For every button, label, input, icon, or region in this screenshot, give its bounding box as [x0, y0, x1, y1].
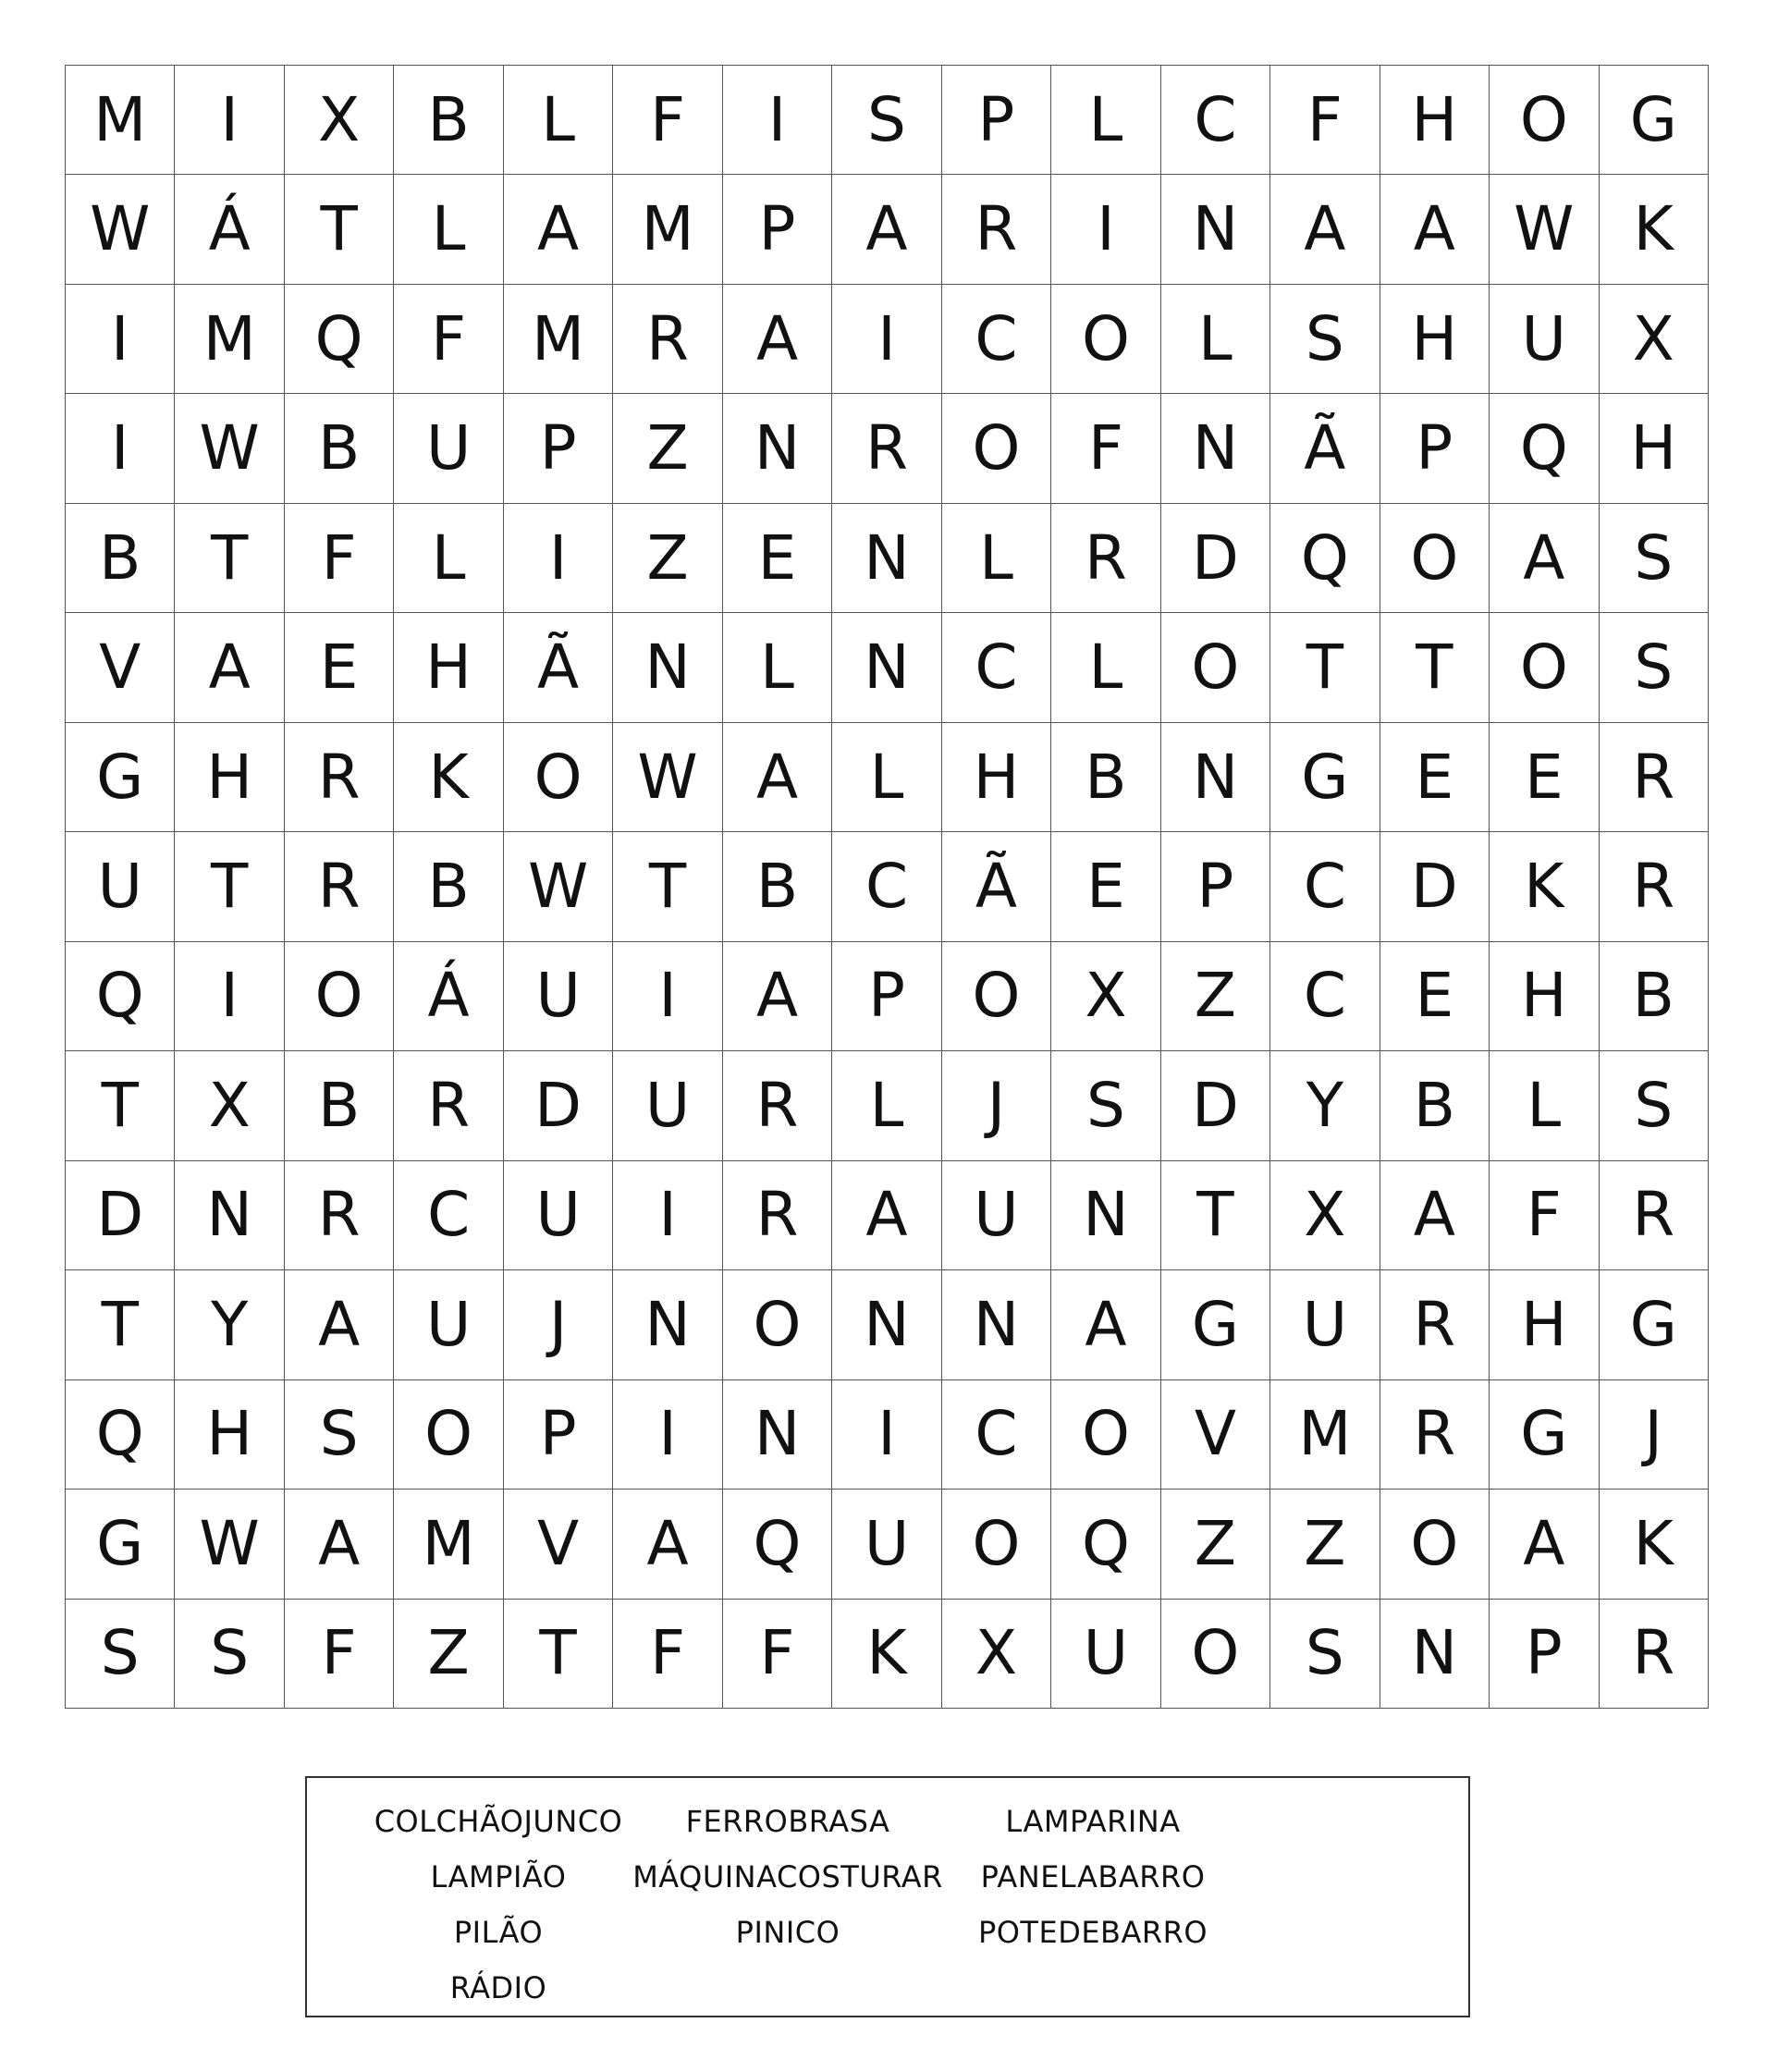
grid-cell[interactable]: U — [942, 1161, 1051, 1270]
grid-cell[interactable]: V — [66, 613, 175, 722]
grid-cell[interactable]: U — [832, 1490, 941, 1599]
grid-cell[interactable]: L — [942, 504, 1051, 613]
grid-cell[interactable]: O — [942, 394, 1051, 503]
grid-cell[interactable]: C — [1270, 832, 1380, 941]
grid-cell[interactable]: T — [504, 1600, 613, 1709]
grid-cell[interactable]: E — [285, 613, 394, 722]
grid-cell[interactable]: T — [175, 504, 284, 613]
grid-cell[interactable]: U — [1270, 1270, 1380, 1379]
grid-cell[interactable]: Q — [66, 942, 175, 1051]
grid-cell[interactable]: E — [1051, 832, 1160, 941]
grid-cell[interactable]: B — [394, 832, 503, 941]
grid-cell[interactable]: K — [1600, 175, 1709, 284]
grid-cell[interactable]: I — [504, 504, 613, 613]
grid-cell[interactable]: R — [285, 723, 394, 832]
word-list-item: MÁQUINACOSTURAR — [632, 1859, 943, 1894]
grid-cell[interactable]: C — [1270, 942, 1380, 1051]
grid-cell[interactable]: N — [1161, 723, 1270, 832]
grid-cell[interactable]: Q — [66, 1380, 175, 1490]
grid-cell[interactable]: Q — [723, 1490, 832, 1599]
grid-cell[interactable]: T — [613, 832, 722, 941]
grid-cell[interactable]: N — [1380, 1600, 1490, 1709]
grid-cell[interactable]: B — [394, 66, 503, 175]
grid-cell[interactable]: B — [1051, 723, 1160, 832]
grid-cell[interactable]: G — [1161, 1270, 1270, 1379]
grid-cell[interactable]: O — [942, 942, 1051, 1051]
grid-cell[interactable]: L — [504, 66, 613, 175]
grid-cell[interactable]: Z — [1161, 1490, 1270, 1599]
grid-cell[interactable]: D — [504, 1051, 613, 1160]
grid-cell[interactable]: R — [832, 394, 941, 503]
grid-cell[interactable]: M — [504, 285, 613, 394]
grid-cell[interactable]: Q — [1490, 394, 1599, 503]
grid-cell[interactable]: O — [723, 1270, 832, 1379]
grid-cell[interactable]: W — [175, 1490, 284, 1599]
grid-cell[interactable]: S — [66, 1600, 175, 1709]
grid-cell[interactable]: B — [66, 504, 175, 613]
word-list-item: LAMPARINA — [1005, 1804, 1181, 1839]
grid-cell[interactable]: L — [723, 613, 832, 722]
grid-cell[interactable]: I — [1051, 175, 1160, 284]
grid-cell[interactable]: A — [723, 942, 832, 1051]
grid-cell[interactable]: A — [1051, 1270, 1160, 1379]
grid-cell[interactable]: U — [66, 832, 175, 941]
grid-cell[interactable]: R — [723, 1161, 832, 1270]
grid-cell[interactable]: Y — [175, 1270, 284, 1379]
grid-cell[interactable]: C — [942, 1380, 1051, 1490]
grid-cell[interactable]: H — [175, 723, 284, 832]
grid-cell[interactable]: P — [504, 394, 613, 503]
grid-cell[interactable]: S — [285, 1380, 394, 1490]
grid-cell[interactable]: D — [1161, 1051, 1270, 1160]
grid-cell[interactable]: A — [504, 175, 613, 284]
word-list-item: POTEDEBARRO — [977, 1915, 1208, 1950]
grid-cell[interactable]: K — [394, 723, 503, 832]
grid-cell[interactable]: H — [1600, 394, 1709, 503]
grid-cell[interactable]: Q — [1270, 504, 1380, 613]
grid-cell[interactable]: N — [1161, 175, 1270, 284]
grid-cell[interactable]: X — [1270, 1161, 1380, 1270]
grid-cell[interactable]: Y — [1270, 1051, 1380, 1160]
grid-cell[interactable]: I — [613, 942, 722, 1051]
grid-cell[interactable]: B — [723, 832, 832, 941]
grid-cell[interactable]: I — [613, 1161, 722, 1270]
grid-cell[interactable]: A — [613, 1490, 722, 1599]
grid-cell[interactable]: O — [1161, 1600, 1270, 1709]
grid-cell[interactable]: R — [1380, 1270, 1490, 1379]
grid-cell[interactable]: M — [66, 66, 175, 175]
grid-cell[interactable]: W — [504, 832, 613, 941]
grid-cell[interactable]: R — [285, 832, 394, 941]
word-list-item: COLCHÃOJUNCO — [374, 1804, 623, 1839]
grid-cell[interactable]: F — [613, 66, 722, 175]
grid-cell[interactable]: U — [394, 394, 503, 503]
grid-cell[interactable]: A — [1270, 175, 1380, 284]
grid-cell[interactable]: I — [175, 942, 284, 1051]
grid-cell[interactable]: O — [1051, 285, 1160, 394]
word-list-item: PINICO — [735, 1915, 840, 1950]
grid-cell[interactable]: R — [394, 1051, 503, 1160]
grid-cell[interactable]: R — [1600, 723, 1709, 832]
grid-cell[interactable]: T — [1380, 613, 1490, 722]
grid-cell[interactable]: C — [942, 613, 1051, 722]
grid-cell[interactable]: H — [1380, 285, 1490, 394]
grid-cell[interactable]: J — [504, 1270, 613, 1379]
grid-cell[interactable]: L — [1490, 1051, 1599, 1160]
grid-cell[interactable]: R — [1051, 504, 1160, 613]
grid-cell[interactable]: S — [1600, 1051, 1709, 1160]
grid-cell[interactable]: L — [1051, 613, 1160, 722]
grid-cell[interactable]: K — [832, 1600, 941, 1709]
grid-cell[interactable]: R — [285, 1161, 394, 1270]
grid-cell[interactable]: L — [1161, 285, 1270, 394]
grid-cell[interactable]: F — [723, 1600, 832, 1709]
grid-cell[interactable]: Z — [394, 1600, 503, 1709]
grid-cell[interactable]: L — [1051, 66, 1160, 175]
grid-cell[interactable]: U — [613, 1051, 722, 1160]
grid-cell[interactable]: L — [394, 504, 503, 613]
grid-cell[interactable]: U — [394, 1270, 503, 1379]
grid-cell[interactable]: P — [1380, 394, 1490, 503]
grid-cell[interactable]: A — [1380, 175, 1490, 284]
grid-cell[interactable]: K — [1600, 1490, 1709, 1599]
grid-cell[interactable]: I — [832, 285, 941, 394]
grid-cell[interactable]: H — [1490, 942, 1599, 1051]
grid-cell[interactable]: Ã — [504, 613, 613, 722]
grid-cell[interactable]: A — [723, 285, 832, 394]
grid-cell[interactable]: N — [1161, 394, 1270, 503]
grid-cell[interactable]: N — [723, 394, 832, 503]
grid-cell[interactable]: Z — [613, 504, 722, 613]
word-list-item: LAMPIÃO — [430, 1859, 567, 1894]
grid-cell[interactable]: S — [1600, 504, 1709, 613]
grid-cell[interactable]: E — [1490, 723, 1599, 832]
grid-cell[interactable]: N — [832, 1270, 941, 1379]
grid-cell[interactable]: A — [175, 613, 284, 722]
grid-cell[interactable]: D — [1380, 832, 1490, 941]
grid-cell[interactable]: S — [1600, 613, 1709, 722]
grid-cell[interactable]: N — [613, 613, 722, 722]
grid-cell[interactable]: E — [1380, 942, 1490, 1051]
grid-cell[interactable]: M — [1270, 1380, 1380, 1490]
grid-cell[interactable]: I — [175, 66, 284, 175]
grid-cell[interactable]: Z — [1161, 942, 1270, 1051]
grid-cell[interactable]: H — [942, 723, 1051, 832]
grid-cell[interactable]: W — [613, 723, 722, 832]
grid-cell[interactable]: A — [1490, 1490, 1599, 1599]
grid-cell[interactable]: A — [832, 175, 941, 284]
grid-cell[interactable]: O — [1380, 1490, 1490, 1599]
grid-cell[interactable]: P — [832, 942, 941, 1051]
grid-cell[interactable]: R — [942, 175, 1051, 284]
grid-cell[interactable]: N — [175, 1161, 284, 1270]
grid-cell[interactable]: M — [175, 285, 284, 394]
grid-cell[interactable]: U — [504, 942, 613, 1051]
grid-cell[interactable]: B — [1600, 942, 1709, 1051]
grid-cell[interactable]: C — [832, 832, 941, 941]
grid-cell[interactable]: O — [1161, 613, 1270, 722]
grid-cell[interactable]: Q — [285, 285, 394, 394]
grid-cell[interactable]: A — [723, 723, 832, 832]
grid-cell[interactable]: A — [1380, 1161, 1490, 1270]
grid-cell[interactable]: G — [1600, 66, 1709, 175]
grid-cell[interactable]: C — [1161, 66, 1270, 175]
grid-cell[interactable]: F — [1490, 1161, 1599, 1270]
grid-cell[interactable]: S — [832, 66, 941, 175]
grid-cell[interactable]: T — [66, 1051, 175, 1160]
grid-cell[interactable]: X — [175, 1051, 284, 1160]
grid-cell[interactable]: T — [175, 832, 284, 941]
grid-cell[interactable]: T — [66, 1270, 175, 1379]
grid-cell[interactable]: W — [1490, 175, 1599, 284]
grid-cell[interactable]: O — [1490, 613, 1599, 722]
grid-cell[interactable]: J — [942, 1051, 1051, 1160]
grid-cell[interactable]: N — [613, 1270, 722, 1379]
grid-cell[interactable]: E — [1380, 723, 1490, 832]
grid-cell[interactable]: D — [66, 1161, 175, 1270]
grid-cell[interactable]: A — [832, 1161, 941, 1270]
grid-cell[interactable]: O — [394, 1380, 503, 1490]
grid-cell[interactable]: B — [1380, 1051, 1490, 1160]
grid-cell[interactable]: S — [1270, 1600, 1380, 1709]
grid-cell[interactable]: C — [394, 1161, 503, 1270]
grid-cell[interactable]: V — [504, 1490, 613, 1599]
grid-cell[interactable]: Z — [1270, 1490, 1380, 1599]
grid-cell[interactable]: I — [832, 1380, 941, 1490]
grid-cell[interactable]: R — [1600, 1600, 1709, 1709]
grid-cell[interactable]: Z — [613, 394, 722, 503]
grid-cell[interactable]: F — [285, 504, 394, 613]
grid-cell[interactable]: C — [942, 285, 1051, 394]
grid-cell[interactable]: U — [1490, 285, 1599, 394]
grid-cell[interactable]: Ã — [942, 832, 1051, 941]
grid-cell[interactable]: X — [285, 66, 394, 175]
grid-cell[interactable]: P — [504, 1380, 613, 1490]
grid-cell[interactable]: G — [1600, 1270, 1709, 1379]
grid-cell[interactable]: O — [1490, 66, 1599, 175]
grid-cell[interactable]: R — [1600, 1161, 1709, 1270]
grid-cell[interactable]: S — [1270, 285, 1380, 394]
grid-cell[interactable]: X — [942, 1600, 1051, 1709]
grid-cell[interactable]: N — [832, 504, 941, 613]
grid-cell[interactable]: G — [66, 723, 175, 832]
grid-cell[interactable]: F — [1270, 66, 1380, 175]
grid-cell[interactable]: F — [394, 285, 503, 394]
grid-cell[interactable]: O — [285, 942, 394, 1051]
word-list-item: PANELABARRO — [980, 1859, 1206, 1894]
word-list-item: FERROBRASA — [685, 1804, 890, 1839]
grid-cell[interactable]: M — [394, 1490, 503, 1599]
grid-cell[interactable]: A — [1490, 504, 1599, 613]
grid-cell[interactable]: X — [1051, 942, 1160, 1051]
grid-cell[interactable]: H — [1380, 66, 1490, 175]
grid-cell[interactable]: O — [1380, 504, 1490, 613]
grid-cell[interactable]: P — [1161, 832, 1270, 941]
grid-cell[interactable]: G — [66, 1490, 175, 1599]
grid-cell[interactable]: Ã — [1270, 394, 1380, 503]
grid-cell[interactable]: H — [1490, 1270, 1599, 1379]
grid-cell[interactable]: L — [394, 175, 503, 284]
grid-cell[interactable]: O — [504, 723, 613, 832]
grid-cell[interactable]: G — [1490, 1380, 1599, 1490]
grid-cell[interactable]: P — [723, 175, 832, 284]
grid-cell[interactable]: Á — [394, 942, 503, 1051]
grid-cell[interactable]: F — [613, 1600, 722, 1709]
grid-cell[interactable]: D — [1161, 504, 1270, 613]
grid-cell[interactable]: T — [1161, 1161, 1270, 1270]
grid-cell[interactable]: O — [1051, 1380, 1160, 1490]
grid-cell[interactable]: N — [832, 613, 941, 722]
grid-cell[interactable]: L — [832, 1051, 941, 1160]
grid-cell[interactable]: N — [942, 1270, 1051, 1379]
grid-cell[interactable]: L — [832, 723, 941, 832]
grid-cell[interactable]: P — [1490, 1600, 1599, 1709]
grid-cell[interactable]: G — [1270, 723, 1380, 832]
grid-cell[interactable]: X — [1600, 285, 1709, 394]
grid-cell[interactable]: E — [723, 504, 832, 613]
grid-cell[interactable]: R — [613, 285, 722, 394]
grid-cell[interactable]: W — [175, 394, 284, 503]
grid-cell[interactable]: U — [1051, 1600, 1160, 1709]
grid-cell[interactable]: A — [285, 1270, 394, 1379]
grid-cell[interactable]: A — [285, 1490, 394, 1599]
grid-cell[interactable]: R — [1380, 1380, 1490, 1490]
grid-cell[interactable]: V — [1161, 1380, 1270, 1490]
grid-cell[interactable]: R — [723, 1051, 832, 1160]
grid-cell[interactable]: B — [285, 394, 394, 503]
grid-cell[interactable]: M — [613, 175, 722, 284]
grid-cell[interactable]: F — [285, 1600, 394, 1709]
letter-grid — [65, 65, 1709, 1709]
grid-cell[interactable]: J — [1600, 1380, 1709, 1490]
grid-cell[interactable]: O — [942, 1490, 1051, 1599]
grid-cell[interactable]: H — [175, 1380, 284, 1490]
grid-cell[interactable]: Q — [1051, 1490, 1160, 1599]
grid-cell[interactable]: I — [66, 285, 175, 394]
grid-cell[interactable]: F — [1051, 394, 1160, 503]
grid-cell[interactable]: U — [504, 1161, 613, 1270]
grid-cell[interactable]: R — [1600, 832, 1709, 941]
grid-cell[interactable]: N — [723, 1380, 832, 1490]
grid-cell[interactable]: Á — [175, 175, 284, 284]
grid-cell[interactable]: T — [285, 175, 394, 284]
word-list-item: RÁDIO — [449, 1970, 547, 2005]
grid-cell[interactable]: T — [1270, 613, 1380, 722]
grid-cell[interactable]: N — [1051, 1161, 1160, 1270]
grid-cell[interactable]: S — [1051, 1051, 1160, 1160]
grid-cell[interactable]: S — [175, 1600, 284, 1709]
grid-cell[interactable]: P — [942, 66, 1051, 175]
grid-cell[interactable]: B — [285, 1051, 394, 1160]
grid-cell[interactable]: K — [1490, 832, 1599, 941]
grid-cell[interactable]: I — [723, 66, 832, 175]
word-list-box — [305, 1776, 1470, 2017]
grid-cell[interactable]: I — [613, 1380, 722, 1490]
grid-cell[interactable]: H — [394, 613, 503, 722]
word-list-item: PILÃO — [453, 1915, 544, 1950]
grid-cell[interactable]: I — [66, 394, 175, 503]
grid-cell[interactable]: W — [66, 175, 175, 284]
